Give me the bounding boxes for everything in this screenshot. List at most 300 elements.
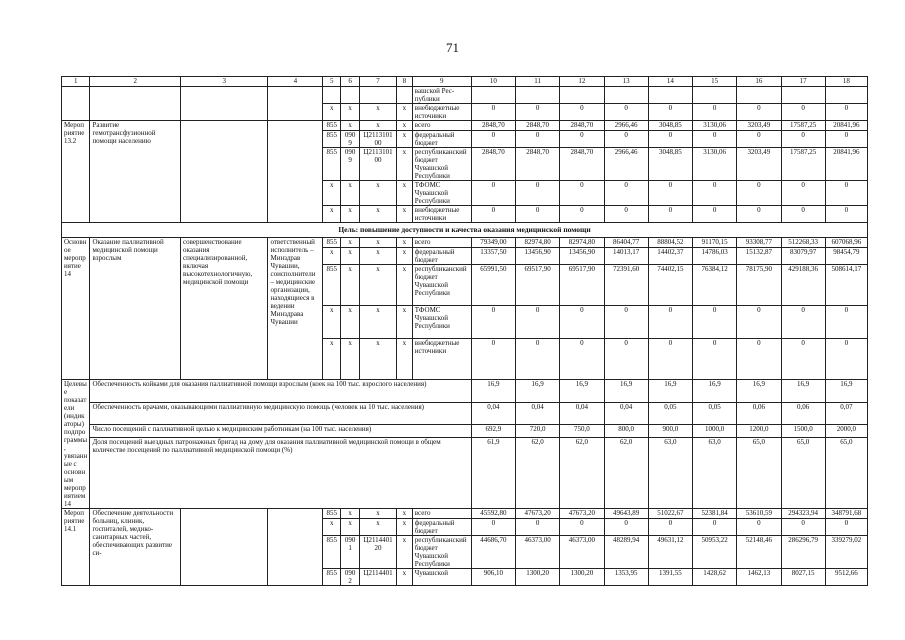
table-cell: 0 [560,339,604,380]
table-cell: 98454,79 [825,248,867,265]
table-cell: 1300,20 [516,569,560,586]
indicator-value: 62,0 [604,438,648,509]
expected-result: совершенствование оказания специализированной, включая высокотехнологичную, медицинской помощи [181,238,268,380]
table-cell: 74402,15 [648,265,692,306]
header-row [62,77,868,87]
column-header: 4 [268,77,323,87]
table-cell: x [396,569,412,586]
indicator-value: 16,9 [604,380,648,403]
table-cell: 0 [648,206,692,223]
table-cell: 855 [323,238,341,248]
table-cell: 49643,89 [604,509,648,519]
table-cell: 0 [516,131,560,148]
table-cell: x [396,519,412,536]
table-cell: 0 [693,104,737,121]
table-cell: 0 [471,519,515,536]
empty-cell [516,87,560,104]
executor: ответственный исполнитель – Минздрав Чувашии, соисполнители – медицинские организации, находящиеся в ведении Минздрава Чувашии [268,238,323,380]
table-cell: 0 [693,519,737,536]
table-cell: ТФОМС Чувашской Республики [412,306,471,339]
table-cell: 48289,94 [604,536,648,569]
table-cell: 512268,33 [781,238,825,248]
table-cell: Ц2114401 20 [360,536,397,569]
table-cell: 1353,95 [604,569,648,586]
indicator-text: Обеспеченность койками для оказания паллиативной помощи взрослым (коек на 100 тыс. взрослого населения) [90,380,471,403]
table-cell: x [360,265,397,306]
table-cell: x [360,181,397,206]
table-cell: федеральный бюджет [412,131,471,148]
column-header: 6 [341,77,360,87]
event-description: Развитие гемотрансфузионной помощи населению [90,121,181,223]
indicator-value: 800,0 [604,425,648,438]
empty-cell [737,87,781,104]
table-cell: x [341,265,360,306]
table-cell: 294323,94 [781,509,825,519]
table-cell: 2848,70 [471,121,515,131]
column-header: 10 [471,77,515,87]
table-cell: 0 [781,104,825,121]
table-cell: 3048,85 [648,148,692,181]
table-cell: 14402,37 [648,248,692,265]
table-cell: 0 [737,104,781,121]
table-cell: x [360,206,397,223]
table-cell: 0 [737,519,781,536]
table-cell: 0 [693,206,737,223]
table-cell: 0 [560,181,604,206]
indicator-row [62,425,868,438]
table-row [62,121,868,131]
table-cell: 20841,96 [825,121,867,131]
table-cell: 0 [648,131,692,148]
table-cell: внебюджетные источники [412,339,471,380]
table-cell: x [396,306,412,339]
empty-cell [341,87,360,104]
table-cell: x [396,339,412,380]
table-cell: 855 [323,131,341,148]
table-cell: 0 [737,339,781,380]
indicator-text: Доля посещений выездных патронажных бригад на дому для оказания паллиативной медицинской помощи в общем количестве посещений по паллиативной медицинской помощи (%) [90,438,471,509]
table-cell: 0 [560,104,604,121]
table-cell: 0 [604,104,648,121]
table-cell: 0909 [341,148,360,181]
indicator-value: 63,0 [648,438,692,509]
budget-table [61,76,868,586]
table-cell: 83079,97 [781,248,825,265]
table-cell: 0 [471,181,515,206]
indicator-value: 0,04 [560,402,604,425]
table-cell: x [341,121,360,131]
indicator-text: Обеспеченность врачами, оказывающими паллиативную медицинскую помощь (человек на 10 тыс. населения) [90,402,471,425]
indicator-value: 61,9 [471,438,515,509]
table-cell: 1428,62 [693,569,737,586]
table-cell: 3203,49 [737,148,781,181]
table-cell: x [323,306,341,339]
empty-cell [90,87,181,121]
column-header: 18 [825,77,867,87]
column-header: 17 [781,77,825,87]
table-cell: x [341,104,360,121]
empty-cell [268,509,323,586]
table-cell: x [360,509,397,519]
table-cell: 72391,60 [604,265,648,306]
table-cell: 0 [825,339,867,380]
table-cell: 2966,46 [604,121,648,131]
table-cell: 0 [825,104,867,121]
table-cell: 2848,70 [560,148,604,181]
table-cell: x [323,104,341,121]
indicator-value: 16,9 [737,380,781,403]
indicator-text: Число посещений с паллиативной целью к медицинским работникам (на 100 тыс. населения) [90,425,471,438]
table-cell: 51022,67 [648,509,692,519]
table-cell: вашской Рес-публики [412,87,471,104]
table-row [62,238,868,248]
table-cell: x [341,248,360,265]
table-cell: 0 [516,306,560,339]
table-cell: всего [412,509,471,519]
goal-heading: Цель: повышение доступности и качества оказания медицинской помощи [62,223,868,238]
table-cell: 0 [737,131,781,148]
table-cell: 52148,46 [737,536,781,569]
table-cell: 0 [604,206,648,223]
table-cell: 65991,50 [471,265,515,306]
table-cell: 3130,06 [693,148,737,181]
table-cell: Ц2113101 00 [360,131,397,148]
table-cell: 0 [648,181,692,206]
column-header: 9 [412,77,471,87]
table-cell: 508614,17 [825,265,867,306]
table-cell: 0 [693,131,737,148]
table-cell: Ц2114401 [360,569,397,586]
column-header: 7 [360,77,397,87]
table-cell: 339279,02 [825,536,867,569]
table-cell: x [360,104,397,121]
column-header: 2 [90,77,181,87]
indicator-value: 65,0 [825,438,867,509]
empty-cell [604,87,648,104]
table-cell: 44686,70 [471,536,515,569]
table-cell: 82974,80 [560,238,604,248]
table-cell: 9512,66 [825,569,867,586]
table-cell: 0 [781,206,825,223]
indicator-value: 0,07 [825,402,867,425]
table-cell: x [396,181,412,206]
table-cell: 0 [825,206,867,223]
indicator-value: 0,05 [693,402,737,425]
table-cell: 0 [825,181,867,206]
table-cell: 46373,00 [516,536,560,569]
table-cell: x [360,238,397,248]
table-cell: 46373,00 [560,536,604,569]
empty-cell [471,87,515,104]
table-cell: 91170,15 [693,238,737,248]
table-cell: x [396,536,412,569]
table-cell: 13456,90 [516,248,560,265]
table-cell: x [396,238,412,248]
table-cell: 0 [560,519,604,536]
table-cell: 0 [648,104,692,121]
table-cell: республиканский бюджет Чувашской Республики [412,536,471,569]
indicator-value: 16,9 [471,380,515,403]
table-cell: x [396,206,412,223]
table-cell: x [360,248,397,265]
table-cell: 2848,70 [516,121,560,131]
table-cell: ТФОМС Чувашской Республики [412,181,471,206]
table-cell: республиканский бюджет Чувашской Республики [412,265,471,306]
table-cell: x [323,206,341,223]
table-cell: x [396,104,412,121]
empty-cell [181,121,268,223]
table-cell: 0 [560,306,604,339]
empty-cell [323,87,341,104]
table-cell: 855 [323,265,341,306]
table-cell: 0 [471,104,515,121]
table-cell: 52381,84 [693,509,737,519]
table-cell: 0 [604,306,648,339]
indicator-value: 16,9 [648,380,692,403]
column-header: 5 [323,77,341,87]
table-cell: x [341,238,360,248]
table-cell: 0 [693,306,737,339]
indicator-value: 900,0 [648,425,692,438]
table-cell: 3130,06 [693,121,737,131]
table-cell: всего [412,121,471,131]
table-cell: 2966,46 [604,148,648,181]
column-header: 15 [693,77,737,87]
indicator-row [62,402,868,425]
indicator-value: 16,9 [560,380,604,403]
table-cell: 0 [516,181,560,206]
table-cell: 0 [560,206,604,223]
table-cell: 76384,12 [693,265,737,306]
table-cell: 855 [323,148,341,181]
table-cell: федеральный бюджет [412,519,471,536]
table-row [62,509,868,519]
table-cell: 2848,70 [560,121,604,131]
table-cell: x [341,509,360,519]
table-cell: 855 [323,121,341,131]
table-row [62,87,868,104]
indicator-value: 1500,0 [781,425,825,438]
table-cell: 855 [323,536,341,569]
table-cell: 607068,96 [825,238,867,248]
goal-row [62,223,868,238]
table-cell: 8027,15 [781,569,825,586]
indicator-value: 65,0 [737,438,781,509]
empty-cell [693,87,737,104]
table-cell: x [396,131,412,148]
table-cell: 0 [781,306,825,339]
table-cell: 3048,85 [648,121,692,131]
table-cell: 0 [648,519,692,536]
table-cell: 0 [737,306,781,339]
indicator-value: 2000,0 [825,425,867,438]
indicator-value: 720,0 [516,425,560,438]
table-cell: 79349,00 [471,238,515,248]
empty-cell [181,509,268,586]
table-cell: 47673,20 [560,509,604,519]
table-cell: 0 [781,339,825,380]
table-cell: 17587,25 [781,148,825,181]
table-cell: x [323,248,341,265]
table-cell: 855 [323,569,341,586]
table-cell: x [396,265,412,306]
event-name: Основное мероприятие 14 [62,238,90,380]
table-cell: 0 [560,131,604,148]
table-cell: 0 [471,131,515,148]
table-cell: 13357,50 [471,248,515,265]
table-cell: 0 [781,131,825,148]
table-cell: 0 [825,306,867,339]
empty-cell [560,87,604,104]
empty-cell [360,87,397,104]
event-name: Мероприятие 13.2 [62,121,90,223]
column-header: 11 [516,77,560,87]
table-cell: 69517,90 [516,265,560,306]
table-cell: 20841,96 [825,148,867,181]
table-cell: 0 [604,131,648,148]
column-header: 13 [604,77,648,87]
indicator-value: 16,9 [693,380,737,403]
table-cell: x [323,339,341,380]
table-cell: x [341,306,360,339]
indicator-row [62,380,868,403]
table-cell: 14786,03 [693,248,737,265]
table-cell: 0 [516,519,560,536]
empty-cell [62,87,90,121]
table-cell: 86404,77 [604,238,648,248]
empty-cell [181,87,268,121]
indicator-value: 750,0 [560,425,604,438]
table-cell: 93308,77 [737,238,781,248]
table-cell: 0901 [341,536,360,569]
table-cell: x [341,519,360,536]
table-cell: 15132,87 [737,248,781,265]
table-cell: x [396,509,412,519]
indicator-value: 16,9 [781,380,825,403]
table-cell: 0 [516,206,560,223]
empty-cell [396,87,412,104]
table-cell: 0 [825,131,867,148]
table-cell: x [341,206,360,223]
table-cell: 0 [693,339,737,380]
table-cell: 2848,70 [516,148,560,181]
table-cell: x [396,148,412,181]
table-cell: 0 [781,519,825,536]
indicator-value: 1000,0 [693,425,737,438]
table-cell: федеральный бюджет [412,248,471,265]
column-header: 14 [648,77,692,87]
table-cell: x [360,339,397,380]
table-cell: 0 [781,181,825,206]
table-cell: 0 [693,181,737,206]
empty-cell [268,121,323,223]
indicators-label: Целевые показатели (индикаторы) подпрограммы, увязанные с основным мероприятием 14 [62,380,90,509]
table-cell: 0 [516,339,560,380]
column-header: 3 [181,77,268,87]
indicator-row [62,438,868,509]
empty-cell [781,87,825,104]
table-cell: x [396,121,412,131]
table-cell: 0 [737,181,781,206]
table-cell: 0 [737,206,781,223]
table-cell: 429188,36 [781,265,825,306]
indicator-value: 62,0 [516,438,560,509]
table-cell: 0 [604,181,648,206]
column-header: 16 [737,77,781,87]
table-cell: 69517,90 [560,265,604,306]
table-cell: 88804,52 [648,238,692,248]
indicator-value: 63,0 [693,438,737,509]
indicator-value: 1200,0 [737,425,781,438]
event-name: Мероприятие 14.1 [62,509,90,586]
indicator-value: 0,05 [648,402,692,425]
table-cell: 0 [648,339,692,380]
indicator-value: 65,0 [781,438,825,509]
table-cell: 1391,55 [648,569,692,586]
column-header: 8 [396,77,412,87]
table-cell: x [360,306,397,339]
table-cell: 0 [516,104,560,121]
table-cell: 0909 [341,131,360,148]
column-header: 1 [62,77,90,87]
indicator-value: 16,9 [825,380,867,403]
table-cell: 50953,22 [693,536,737,569]
event-description: Оказание паллиативной медицинской помощи взрослым [90,238,181,380]
indicator-value: 0,06 [781,402,825,425]
table-cell: 855 [323,509,341,519]
table-cell: 17587,25 [781,121,825,131]
table-cell: 0 [471,206,515,223]
table-cell: x [360,519,397,536]
table-cell: x [341,339,360,380]
table-cell: всего [412,238,471,248]
table-cell: республиканский бюджет Чувашской Республики [412,148,471,181]
column-header: 12 [560,77,604,87]
empty-cell [825,87,867,104]
table-cell: 0 [471,306,515,339]
table-cell: 0 [825,519,867,536]
table-cell: 13456,90 [560,248,604,265]
empty-cell [268,87,323,121]
table-cell: 47673,20 [516,509,560,519]
table-cell: 78175,90 [737,265,781,306]
table-cell: внебюджетные источники [412,206,471,223]
page-number: 71 [446,40,459,55]
table-cell: 49631,12 [648,536,692,569]
table-cell: 0 [648,306,692,339]
table-cell: 0902 [341,569,360,586]
indicator-value: 692,9 [471,425,515,438]
table-cell: 286296,79 [781,536,825,569]
table-cell: внебюджетные источники [412,104,471,121]
table-cell: 906,10 [471,569,515,586]
table-cell: x [396,248,412,265]
indicator-value: 0,06 [737,402,781,425]
table-cell: x [341,181,360,206]
table-cell: x [323,519,341,536]
table-cell: 82974,80 [516,238,560,248]
indicator-value: 0,04 [516,402,560,425]
indicator-value: 0,04 [471,402,515,425]
indicator-value: 16,9 [516,380,560,403]
table-cell: 3203,49 [737,121,781,131]
table-cell: 2848,70 [471,148,515,181]
table-cell: 0 [604,519,648,536]
table-cell: x [323,181,341,206]
event-description: Обеспечение деятельности больниц, клиник, госпиталей, медико-санитарных частей, обеспечивающих развитие си- [90,509,181,586]
table-cell: 0 [604,339,648,380]
table-cell: Чувашской [412,569,471,586]
